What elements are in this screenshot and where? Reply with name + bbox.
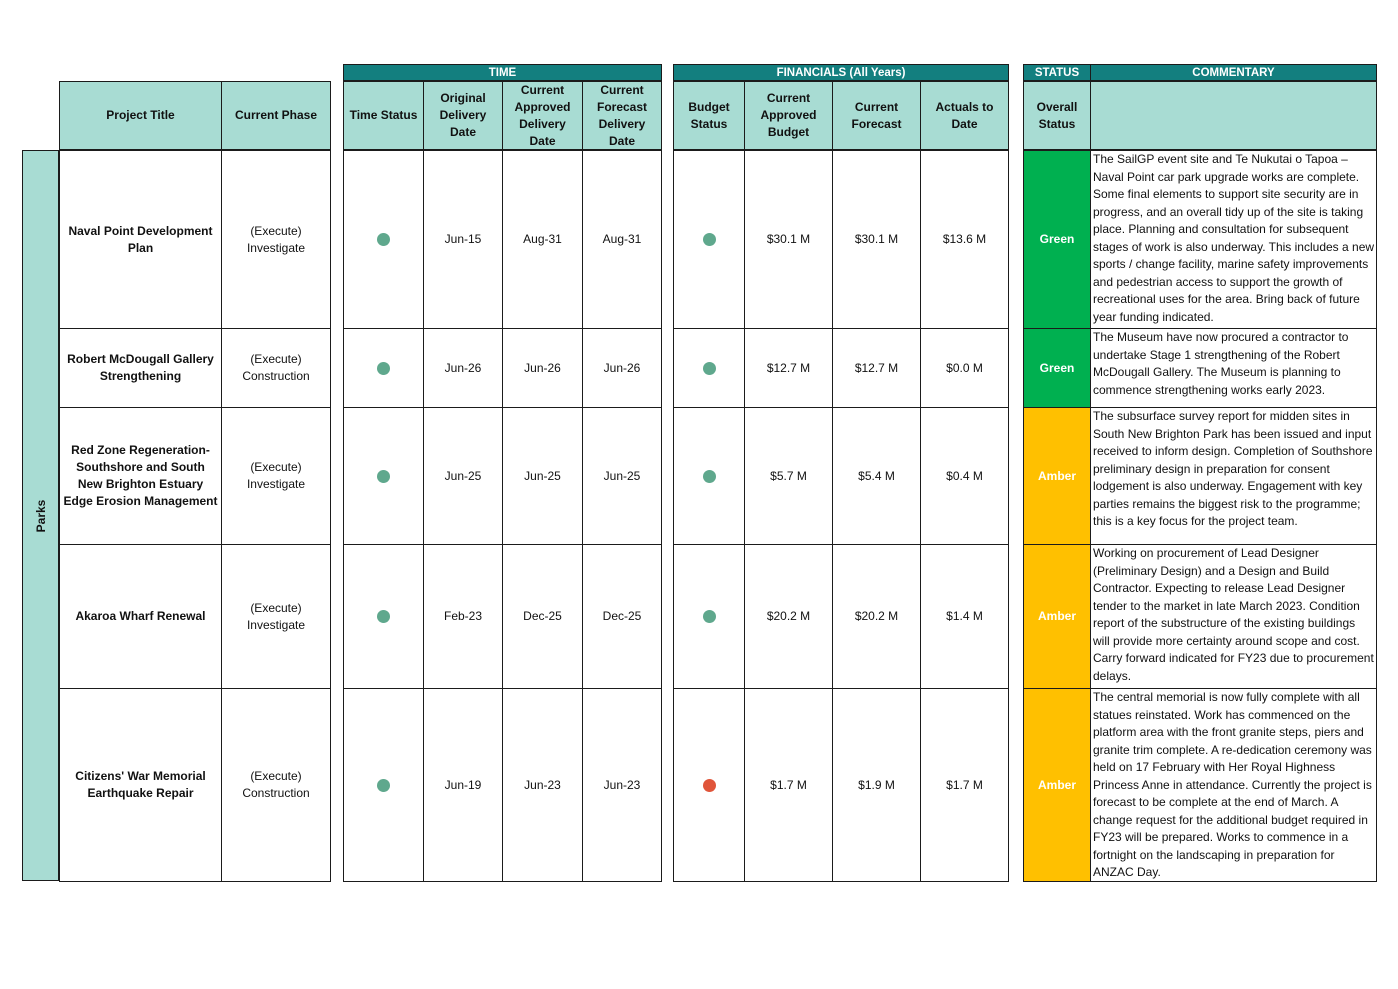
col-header-current-approved-budget: Current Approved Budget bbox=[744, 81, 833, 150]
current-approved-delivery-date-cell bbox=[502, 407, 583, 545]
time-status-cell bbox=[343, 150, 424, 329]
current-approved-budget-text: $5.7 M bbox=[770, 468, 807, 483]
overall-status-cell bbox=[1023, 328, 1091, 408]
overall-status-text: Amber bbox=[1037, 609, 1076, 623]
current-approved-budget-text: $20.2 M bbox=[766, 609, 811, 623]
current-approved-budget-cell bbox=[744, 688, 833, 882]
current-approved-delivery-date-cell bbox=[502, 328, 583, 408]
budget-status-cell bbox=[673, 544, 745, 689]
actuals-to-date-cell bbox=[920, 150, 1009, 329]
green-status-dot-icon bbox=[703, 610, 716, 623]
current-forecast-text: $5.4 M bbox=[858, 468, 895, 483]
budget-status-cell bbox=[673, 150, 745, 329]
col-header-commentary bbox=[1090, 81, 1377, 150]
budget-status-cell bbox=[673, 328, 745, 408]
current-forecast-delivery-date-cell bbox=[582, 328, 662, 408]
current-phase-cell bbox=[221, 688, 331, 882]
red-status-dot-icon bbox=[703, 779, 716, 792]
green-status-dot-icon bbox=[377, 362, 390, 375]
actuals-to-date-cell bbox=[920, 328, 1009, 408]
current-phase-cell bbox=[221, 328, 331, 408]
overall-status-text: Amber bbox=[1037, 468, 1076, 483]
current-approved-budget-text: $12.7 M bbox=[766, 360, 811, 375]
commentary-text: The subsurface survey report for midden sites in South New Brighton Park has been issued and input received to inform design. Completion of Southshore preliminary design in preparation for consent lodgement is also underway. Engagement with key parties remains the biggest risk to the programme; this is a key focus for the project team. bbox=[1093, 409, 1373, 528]
green-status-dot-icon bbox=[703, 233, 716, 246]
project-title-cell bbox=[59, 544, 222, 689]
current-phase-cell bbox=[221, 544, 331, 689]
col-header-current-forecast-delivery-date: Current Forecast Delivery Date bbox=[582, 81, 662, 150]
original-delivery-date-text: Feb-23 bbox=[443, 609, 483, 623]
commentary-cell bbox=[1090, 688, 1377, 882]
actuals-to-date-text: $0.4 M bbox=[946, 468, 983, 483]
current-forecast-delivery-date-cell bbox=[582, 150, 662, 329]
original-delivery-date-text: Jun-25 bbox=[444, 468, 482, 483]
group-header-financials: FINANCIALS (All Years) bbox=[673, 64, 1009, 81]
current-forecast-delivery-date-text: Jun-26 bbox=[603, 360, 641, 375]
budget-status-cell bbox=[673, 688, 745, 882]
project-title-cell bbox=[59, 150, 222, 329]
green-status-dot-icon bbox=[377, 610, 390, 623]
project-title-cell bbox=[59, 688, 222, 882]
current-approved-delivery-date-cell bbox=[502, 688, 583, 882]
current-phase-cell bbox=[221, 407, 331, 545]
project-title-cell bbox=[59, 328, 222, 408]
original-delivery-date-text: Jun-15 bbox=[444, 232, 482, 246]
green-status-dot-icon bbox=[377, 233, 390, 246]
project-title-text: Red Zone Regeneration- Southshore and South New Brighton Estuary Edge Erosion Management bbox=[63, 443, 218, 508]
green-status-dot-icon bbox=[703, 362, 716, 375]
group-header-commentary: COMMENTARY bbox=[1090, 64, 1377, 81]
col-header-budget-status: Budget Status bbox=[673, 81, 745, 150]
commentary-cell bbox=[1090, 328, 1377, 408]
current-approved-budget-cell bbox=[744, 328, 833, 408]
group-header-status: STATUS bbox=[1023, 64, 1091, 81]
current-forecast-text: $30.1 M bbox=[854, 232, 899, 246]
current-forecast-delivery-date-cell bbox=[582, 544, 662, 689]
overall-status-cell bbox=[1023, 407, 1091, 545]
green-status-dot-icon bbox=[703, 470, 716, 483]
current-phase-text: (Execute) Investigate bbox=[246, 600, 306, 632]
time-status-cell bbox=[343, 328, 424, 408]
current-approved-delivery-date-text: Jun-23 bbox=[524, 777, 561, 792]
time-status-cell bbox=[343, 688, 424, 882]
current-forecast-cell bbox=[832, 544, 921, 689]
current-phase-text: (Execute) Construction bbox=[242, 352, 310, 383]
current-approved-budget-text: $1.7 M bbox=[770, 777, 807, 792]
current-phase-text: (Execute) Construction bbox=[242, 769, 310, 800]
current-approved-delivery-date-text: Dec-25 bbox=[523, 609, 562, 623]
current-phase-text: (Execute) Investigate bbox=[246, 460, 306, 491]
commentary-text: Working on procurement of Lead Designer (Preliminary Design) and a Design and Build Contractor. Expecting to release Lead Designer tender to the market in late March 2023. Condition report of the substructure of the existing buildings will provide more certainty around scope and cost. Carry forward indicated for FY23 due to procurement delays. bbox=[1093, 546, 1374, 683]
col-header-current-approved-delivery-date: Current Approved Delivery Date bbox=[502, 81, 583, 150]
current-approved-delivery-date-text: Aug-31 bbox=[523, 232, 562, 246]
current-approved-budget-cell bbox=[744, 544, 833, 689]
original-delivery-date-cell bbox=[423, 328, 503, 408]
current-approved-delivery-date-text: Jun-26 bbox=[524, 360, 561, 375]
section-label-text: Parks bbox=[33, 499, 48, 532]
commentary-cell bbox=[1090, 544, 1377, 689]
col-header-current-forecast: Current Forecast bbox=[832, 81, 921, 150]
original-delivery-date-text: Jun-26 bbox=[444, 360, 482, 375]
current-forecast-delivery-date-text: Dec-25 bbox=[602, 609, 642, 623]
current-approved-delivery-date-text: Jun-25 bbox=[524, 468, 561, 483]
current-forecast-text: $12.7 M bbox=[854, 360, 899, 375]
actuals-to-date-text: $0.0 M bbox=[946, 360, 983, 375]
green-status-dot-icon bbox=[377, 470, 390, 483]
col-header-overall-status: Overall Status bbox=[1023, 81, 1091, 150]
current-approved-delivery-date-cell bbox=[502, 544, 583, 689]
col-header-time-status: Time Status bbox=[343, 81, 424, 150]
current-forecast-delivery-date-cell bbox=[582, 688, 662, 882]
project-title-text: Citizens' War Memorial Earthquake Repair bbox=[75, 769, 206, 800]
current-forecast-delivery-date-text: Jun-23 bbox=[603, 777, 641, 792]
commentary-cell bbox=[1090, 407, 1377, 545]
overall-status-text: Green bbox=[1039, 360, 1075, 375]
current-forecast-delivery-date-text: Aug-31 bbox=[602, 232, 642, 246]
current-forecast-delivery-date-text: Jun-25 bbox=[603, 468, 641, 483]
project-title-text: Akaroa Wharf Renewal bbox=[75, 609, 206, 623]
current-forecast-cell bbox=[832, 407, 921, 545]
col-header-original-delivery-date: Original Delivery Date bbox=[423, 81, 503, 150]
current-phase-cell bbox=[221, 150, 331, 329]
col-header-project-title: Project Title bbox=[59, 81, 222, 150]
green-status-dot-icon bbox=[377, 779, 390, 792]
budget-status-cell bbox=[673, 407, 745, 545]
current-approved-budget-cell bbox=[744, 150, 833, 329]
col-header-current-phase: Current Phase bbox=[221, 81, 331, 150]
current-forecast-cell bbox=[832, 150, 921, 329]
current-forecast-text: $1.9 M bbox=[858, 777, 895, 792]
current-forecast-text: $20.2 M bbox=[854, 609, 899, 623]
project-title-cell bbox=[59, 407, 222, 545]
group-header-time: TIME bbox=[343, 64, 662, 81]
commentary-text: The Museum have now procured a contractor to undertake Stage 1 strengthening of the Robert McDougall Gallery. The Museum is planning to commence strengthening works early 2023. bbox=[1093, 330, 1349, 397]
overall-status-text: Green bbox=[1039, 232, 1075, 246]
overall-status-cell bbox=[1023, 688, 1091, 882]
original-delivery-date-cell bbox=[423, 688, 503, 882]
actuals-to-date-cell bbox=[920, 688, 1009, 882]
current-forecast-cell bbox=[832, 688, 921, 882]
current-approved-budget-cell bbox=[744, 407, 833, 545]
col-header-actuals-to-date: Actuals to Date bbox=[920, 81, 1009, 150]
project-title-text: Naval Point Development Plan bbox=[68, 223, 213, 255]
overall-status-cell bbox=[1023, 544, 1091, 689]
time-status-cell bbox=[343, 407, 424, 545]
overall-status-text: Amber bbox=[1037, 777, 1076, 792]
current-forecast-cell bbox=[832, 328, 921, 408]
current-phase-text: (Execute) Investigate bbox=[246, 223, 306, 255]
project-title-text: Robert McDougall Gallery Strengthening bbox=[67, 352, 214, 383]
actuals-to-date-cell bbox=[920, 407, 1009, 545]
actuals-to-date-text: $13.6 M bbox=[942, 232, 987, 246]
current-approved-budget-text: $30.1 M bbox=[766, 232, 811, 246]
original-delivery-date-cell bbox=[423, 544, 503, 689]
time-status-cell bbox=[343, 544, 424, 689]
original-delivery-date-cell bbox=[423, 407, 503, 545]
commentary-text: The SailGP event site and Te Nukutai o Tapoa – Naval Point car park upgrade works are complete. Some final elements to support site security are in progress, and an overall tidy up of the site is taking place. Planning and consultation for subsequent stages of work is also underway. This includes a new sports / change facility, marine safety improvements and pedestrian access to support the growth of recreational uses for the area. Bring back of future year funding indicated. bbox=[1093, 152, 1375, 324]
commentary-cell bbox=[1090, 150, 1377, 329]
actuals-to-date-text: $1.7 M bbox=[946, 777, 983, 792]
commentary-text: The central memorial is now fully complete with all statues reinstated. Work has commenced on the platform area with the front granite steps, piers and granite trim complete. A re-dedication ceremony was held on 17 February with Her Royal Highness Princess Anne in attendance. Currently the project is forecast to be complete at the end of March. A change request for the additional budget required in FY23 will be prepared. Works to commence in a fortnight on the landscaping in preparation for ANZAC Day. bbox=[1093, 690, 1372, 879]
overall-status-cell bbox=[1023, 150, 1091, 329]
original-delivery-date-text: Jun-19 bbox=[444, 777, 482, 792]
current-forecast-delivery-date-cell bbox=[582, 407, 662, 545]
actuals-to-date-cell bbox=[920, 544, 1009, 689]
section-label-parks bbox=[22, 150, 59, 881]
actuals-to-date-text: $1.4 M bbox=[946, 609, 983, 623]
current-approved-delivery-date-cell bbox=[502, 150, 583, 329]
original-delivery-date-cell bbox=[423, 150, 503, 329]
